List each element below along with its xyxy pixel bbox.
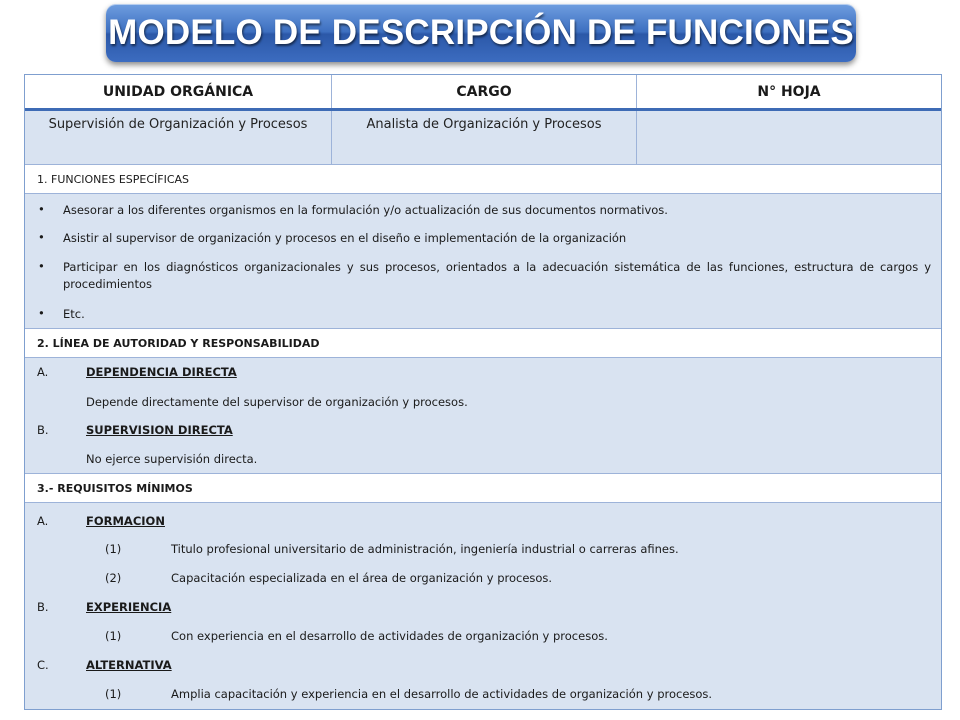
title-banner xyxy=(106,4,856,62)
list-item xyxy=(37,202,931,219)
list-item xyxy=(37,230,931,247)
alternativa-heading: ALTERNATIVA xyxy=(86,658,172,672)
bullet-symbol: • xyxy=(38,230,45,244)
section-3-heading xyxy=(25,474,941,503)
section-1-heading xyxy=(25,166,941,194)
formacion-heading: FORMACION xyxy=(86,514,165,528)
requirement-text: Con experiencia en el desarrollo de actividades de organización y procesos. xyxy=(171,629,608,643)
section-2-body xyxy=(25,358,941,474)
list-item xyxy=(37,259,931,293)
item-number: (2) xyxy=(105,571,122,585)
bullet-symbol: • xyxy=(38,259,45,273)
section-2-heading xyxy=(25,329,941,358)
function-item-text: Asistir al supervisor de organización y procesos en el diseño e implementación de la organización xyxy=(63,231,627,245)
experiencia-heading: EXPERIENCIA xyxy=(86,600,172,614)
item-number: (1) xyxy=(105,629,122,643)
section-1-body xyxy=(25,194,941,329)
bullet-symbol: • xyxy=(38,306,45,320)
dependencia-directa-text: Depende directamente del supervisor de organización y procesos. xyxy=(86,395,468,409)
function-item-text: Participar en los diagnósticos organizacionales y sus procesos, orientados a la adecuación sistemática de las funciones, estructura de cargos y procedimientos xyxy=(63,260,931,291)
requirement-text: Capacitación especializada en el área de organización y procesos. xyxy=(171,571,553,585)
table-header-row xyxy=(25,75,941,111)
supervision-directa-text: No ejerce supervisión directa. xyxy=(86,452,258,466)
section-3-title: 3.- REQUISITOS MÍNIMOS xyxy=(37,481,193,495)
item-letter: A. xyxy=(37,365,49,379)
section-2-title: 2. LÍNEA DE AUTORIDAD Y RESPONSABILIDAD xyxy=(37,336,320,350)
header-numero-hoja: N° HOJA xyxy=(636,75,941,108)
item-letter: C. xyxy=(37,658,49,672)
bullet-symbol: • xyxy=(38,202,45,216)
supervision-directa-heading: SUPERVISION DIRECTA xyxy=(86,423,233,437)
cell-unidad-organica: Supervisión de Organización y Procesos xyxy=(48,117,308,132)
requirement-text: Amplia capacitación y experiencia en el desarrollo de actividades de organización y procesos. xyxy=(171,687,713,701)
header-unidad-organica: UNIDAD ORGÁNICA xyxy=(102,83,254,100)
item-number: (1) xyxy=(105,687,122,701)
dependencia-directa-heading: DEPENDENCIA DIRECTA xyxy=(86,365,237,379)
cell-numero-hoja xyxy=(636,111,941,164)
item-letter: B. xyxy=(37,423,49,437)
item-letter: A. xyxy=(37,514,49,528)
table-info-row xyxy=(25,111,941,165)
header-cargo: CARGO xyxy=(331,75,636,108)
page-title: MODELO DE DESCRIPCIÓN DE FUNCIONES xyxy=(108,13,854,52)
item-letter: B. xyxy=(37,600,49,614)
cell-cargo: Analista de Organización y Procesos xyxy=(331,111,636,164)
function-item-text: Etc. xyxy=(63,307,85,321)
function-item-text: Asesorar a los diferentes organismos en la formulación y/o actualización de sus documentos normativos. xyxy=(63,203,668,217)
requirement-text: Titulo profesional universitario de administración, ingeniería industrial o carreras afines. xyxy=(171,542,679,556)
section-3-body xyxy=(25,503,941,709)
item-number: (1) xyxy=(105,542,122,556)
function-description-table xyxy=(24,74,942,710)
list-item xyxy=(37,306,931,323)
section-1-title: 1. FUNCIONES ESPECÍFICAS xyxy=(37,173,190,186)
